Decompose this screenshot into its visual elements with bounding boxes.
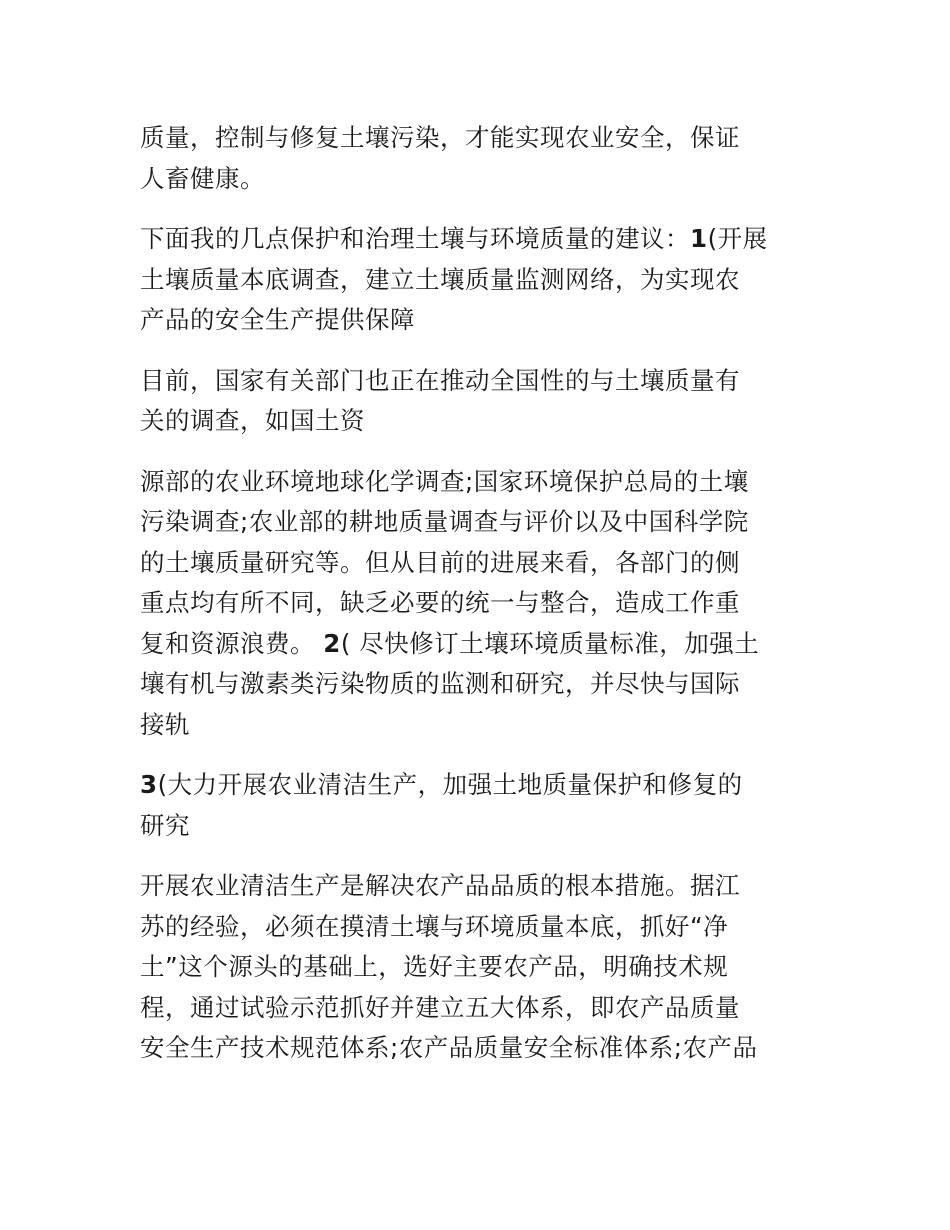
text-line: 程，通过试验示范抓好并建立五大体系，即农产品质量 <box>140 992 740 1022</box>
text-line: 的土壤质量研究等。但从目前的进展来看，各部门的侧 <box>140 547 740 577</box>
paragraph-6 <box>140 866 820 1069</box>
list-number: 2 <box>323 628 341 658</box>
text-line: 质量，控制与修复土壤污染，才能实现农业安全，保证 <box>140 123 740 152</box>
text-line: 复和资源浪费。 <box>140 628 324 658</box>
list-number: 1 <box>690 224 708 253</box>
text-line: 苏的经验，必须在摸清土壤与环境质量本底，抓好“净 <box>140 911 729 941</box>
text-line: 污染调查;农业部的耕地质量调查与评价以及中国科学院 <box>140 507 749 536</box>
paragraph-4 <box>140 462 820 746</box>
text-line: 土壤质量本底调查，建立土壤质量监测网络，为实现农 <box>140 264 740 294</box>
text-line: 人畜健康。 <box>140 163 265 193</box>
text-line: 壤有机与激素类污染物质的监测和研究，并尽快与国际 <box>140 669 740 698</box>
text-line: (开展 <box>707 224 768 253</box>
text-line: ( 尽快修订土壤环境质量标准，加强土 <box>340 628 760 658</box>
text-line: 土”这个源头的基础上，选好主要农产品，明确技术规 <box>140 952 729 981</box>
text-line: 接轨 <box>140 709 190 739</box>
text-line: 研究 <box>140 810 190 840</box>
text-line: 重点均有所不同，缺乏必要的统一与整合，造成工作重 <box>140 588 740 617</box>
text-line: 目前，国家有关部门也正在推动全国性的与土壤质量有 <box>140 365 740 395</box>
list-number: 3 <box>140 770 158 799</box>
text-line: 安全生产技术规范体系;农产品质量安全标准体系;农产品 <box>140 1033 758 1062</box>
text-line: (大力开展农业清洁生产，加强土地质量保护和修复的 <box>157 770 743 799</box>
paragraph-3 <box>140 361 820 442</box>
text-line: 开展农业清洁生产是解决农产品品质的根本措施。据江 <box>140 871 740 900</box>
text-line: 产品的安全生产提供保障 <box>140 305 415 334</box>
paragraph-5 <box>140 765 820 846</box>
paragraph-2 <box>140 219 820 341</box>
text-line: 关的调查，如国土资 <box>140 406 365 435</box>
document-body <box>140 118 820 1089</box>
paragraph-1 <box>140 118 820 199</box>
text-line: 下面我的几点保护和治理土壤与环境质量的建议： <box>140 224 690 253</box>
text-line: 源部的农业环境地球化学调查;国家环境保护总局的土壤 <box>140 466 749 496</box>
